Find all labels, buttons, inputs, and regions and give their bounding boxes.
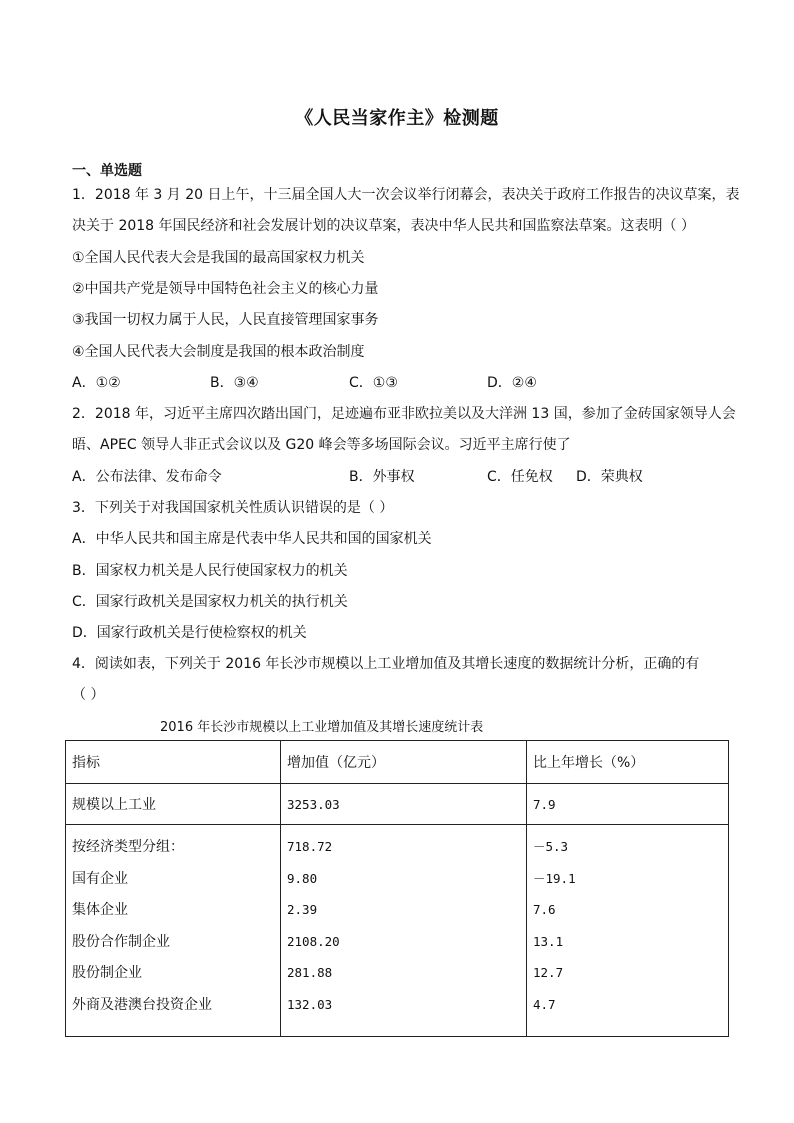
header-growth: 比上年增长（%）: [527, 741, 729, 784]
q1-statement-1: ①全国人民代表大会是我国的最高国家权力机关: [72, 250, 365, 266]
group-indicator: 外商及港澳台投资企业: [72, 996, 212, 1013]
table-cell-growth: 7.9: [527, 784, 729, 825]
group-indicator-cell: [66, 825, 281, 1037]
group-growth-cell: [527, 825, 729, 1037]
group-growth: 12.7: [533, 965, 564, 980]
page-title: 《人民当家作主》检测题: [295, 108, 499, 129]
group-growth: －19.1: [533, 870, 576, 886]
group-indicator: 按经济类型分组：: [72, 839, 184, 855]
group-growth: 13.1: [533, 933, 564, 949]
table-caption: 2016 年长沙市规模以上工业增加值及其增长速度统计表: [160, 720, 484, 735]
q1-option-d[interactable]: D．②④: [487, 375, 537, 391]
q4-stem-line2: （ ）: [72, 687, 105, 703]
group-growth: 4.7: [533, 996, 556, 1012]
group-value: 718.72: [287, 839, 333, 854]
q3-option-d[interactable]: D．国家行政机关是行使检察权的机关: [72, 625, 307, 641]
table-row: [66, 784, 729, 825]
q1-option-c[interactable]: C．①③: [349, 375, 398, 391]
q2-stem-line1: 2．2018 年，习近平主席四次踏出国门，足迹遍布亚非欧拉美以及大洋洲 13 国，参加了金砖国家领导人会: [72, 406, 736, 422]
group-indicator: 股份制企业: [72, 965, 142, 981]
table-cell-indicator: 规模以上工业: [66, 784, 281, 825]
group-indicator: 股份合作制企业: [72, 933, 170, 950]
group-value: 281.88: [287, 965, 333, 980]
q1-option-b[interactable]: B．③④: [210, 375, 259, 391]
q3-option-a[interactable]: A．中华人民共和国主席是代表中华人民共和国的国家机关: [72, 531, 432, 547]
stats-table: [65, 740, 729, 1037]
table-row-group: [66, 825, 729, 1037]
group-growth: －5.3: [533, 839, 569, 854]
section-heading: 一、单选题: [72, 163, 142, 179]
group-value: 2.39: [287, 902, 318, 917]
q3-option-b[interactable]: B．国家权力机关是人民行使国家权力的机关: [72, 563, 348, 579]
q3-stem: 3．下列关于对我国国家机关性质认识错误的是（ ）: [72, 500, 394, 516]
q3-option-c[interactable]: C．国家行政机关是国家权力机关的执行机关: [72, 594, 348, 610]
q1-statement-4: ④全国人民代表大会制度是我国的根本政治制度: [72, 344, 365, 360]
group-indicator: 国有企业: [72, 870, 128, 887]
header-indicator: 指标: [66, 741, 281, 784]
header-value: 增加值（亿元）: [281, 741, 527, 784]
group-value: 9.80: [287, 870, 318, 886]
q2-option-a[interactable]: A．公布法律、发布命令: [72, 469, 222, 485]
table-header-row: [66, 741, 729, 784]
table-cell-value: 3253.03: [281, 784, 527, 825]
q2-option-c[interactable]: C．任免权: [487, 469, 553, 485]
q2-stem-line2: 晤、APEC 领导人非正式会议以及 G20 峰会等多场国际会议。习近平主席行使了: [72, 437, 571, 453]
q4-stem-line1: 4．阅读如表，下列关于 2016 年长沙市规模以上工业增加值及其增长速度的数据统计分析，正确的有: [72, 656, 700, 672]
q1-stem-line2: 决关于 2018 年国民经济和社会发展计划的决议草案，表决中华人民共和国监察法草案。这表明（ ）: [72, 218, 695, 234]
q2-option-b[interactable]: B．外事权: [349, 469, 415, 485]
group-value: 2108.20: [287, 933, 340, 949]
group-value: 132.03: [287, 996, 333, 1012]
q1-stem-line1: 1．2018 年 3 月 20 日上午，十三届全国人大一次会议举行闭幕会，表决关于政府工作报告的决议草案，表: [72, 187, 740, 203]
group-value-cell: [281, 825, 527, 1037]
group-growth: 7.6: [533, 902, 556, 917]
group-indicator: 集体企业: [72, 902, 128, 918]
q2-option-d[interactable]: D．荣典权: [576, 469, 643, 485]
q1-statement-2: ②中国共产党是领导中国特色社会主义的核心力量: [72, 281, 379, 297]
q1-option-a[interactable]: A．①②: [72, 375, 121, 391]
q1-statement-3: ③我国一切权力属于人民，人民直接管理国家事务: [72, 312, 379, 328]
